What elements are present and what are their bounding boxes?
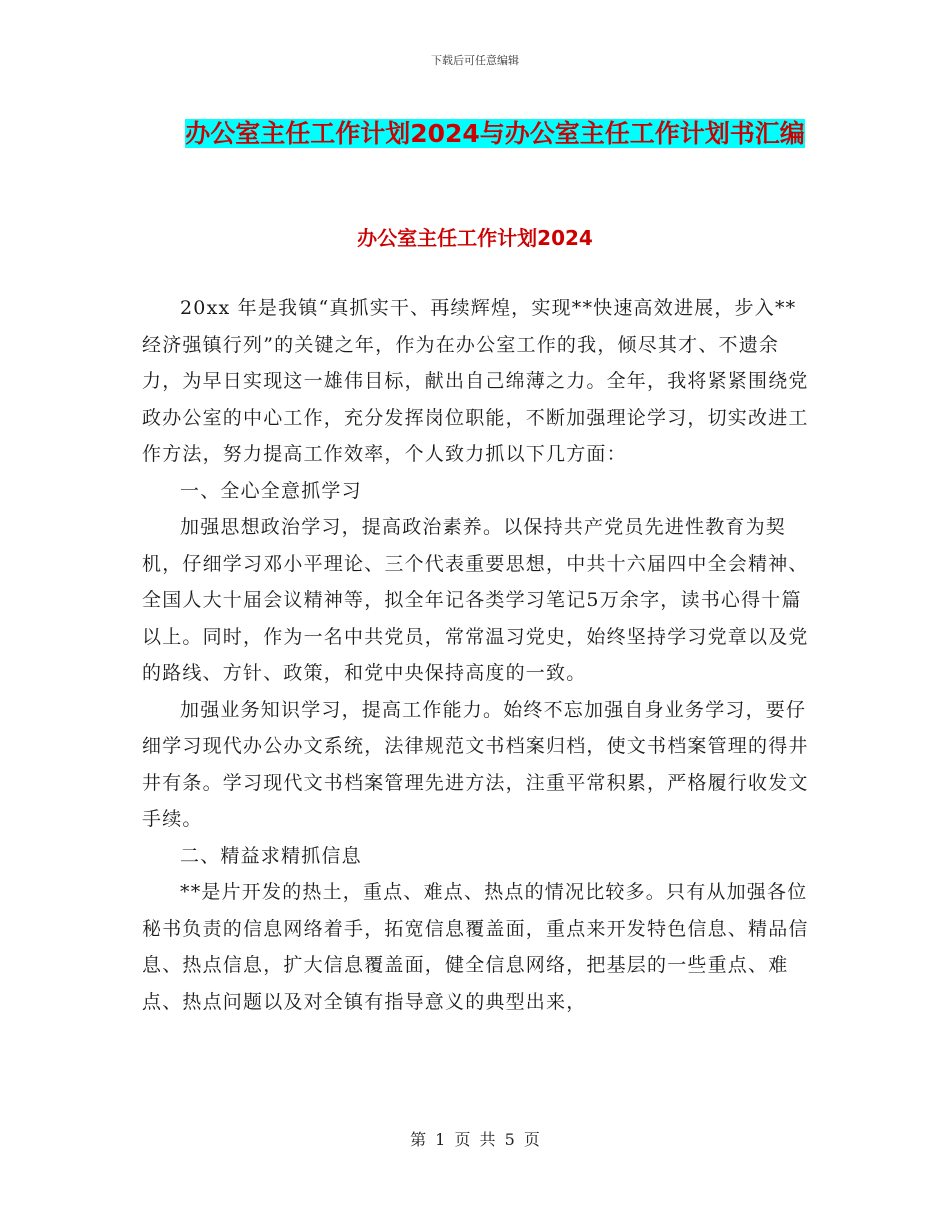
document-title-text: 办公室主任工作计划2024与办公室主任工作计划书汇编 (185, 119, 805, 148)
page-header-note: 下载后可任意编辑 (431, 54, 519, 67)
section-title: 办公室主任工作计划2024 (357, 226, 593, 250)
heading-study: 一、全心全意抓学习 (180, 479, 362, 502)
paragraph-information: **是片开发的热土，重点、难点、热点的情况比较多。只有从加强各位秘书负责的信息网络着手，拓宽信息覆盖面，重点来开发特色信息、精品信息、热点信息，扩大信息覆盖面，健全信息网络，把基层的一些重点、难点、热点问题以及对全镇有指导意义的典型出来， (142, 881, 809, 1013)
document-title (140, 112, 850, 156)
heading-information: 二、精益求精抓信息 (180, 844, 362, 867)
paragraph-business-study: 加强业务知识学习，提高工作能力。始终不忘加强自身业务学习，要仔细学习现代办公办文系统，法律规范文书档案归档，使文书档案管理的得井井有条。学习现代文书档案管理先进方法，注重平常积累，严格履行收发文手续。 (142, 698, 809, 830)
document-body (142, 290, 812, 1020)
page-number-footer: 第 1 页 共 5 页 (410, 1130, 540, 1149)
paragraph-political-study: 加强思想政治学习，提高政治素养。以保持共产党员先进性教育为契机，仔细学习邓小平理论、三个代表重要思想，中共十六届四中全会精神、全国人大十届会议精神等，拟全年记各类学习笔记5万余字，读书心得十篇以上。同时，作为一名中共党员，常常温习党史，始终坚持学习党章以及党的路线、方针、政策，和党中央保持高度的一致。 (142, 516, 809, 684)
paragraph-intro: 20xx 年是我镇“真抓实干、再续辉煌，实现**快速高效进展，步入**经济强镇行列”的关键之年，作为在办公室工作的我，倾尽其才、不遗余力，为早日实现这一雄伟目标，献出自己绵薄之力。全年，我将紧紧围绕党政办公室的中心工作，充分发挥岗位职能，不断加强理论学习，切实改进工作方法，努力提高工作效率，个人致力抓以下几方面： (142, 297, 809, 465)
